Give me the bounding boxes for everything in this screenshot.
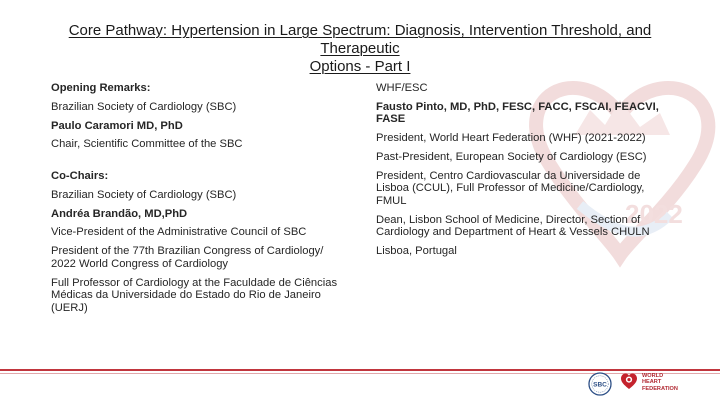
section-spacer <box>51 157 351 170</box>
opening-remarks-organization: Brazilian Society of Cardiology (SBC) <box>51 100 237 113</box>
opening-remarks-speaker-name: Paulo Caramori MD, PhD <box>51 119 183 132</box>
background-year-text: 2022 <box>625 199 683 229</box>
svg-text:SBC: SBC <box>593 381 607 389</box>
whf-wordmark-line-2: HEART <box>642 379 662 386</box>
co-chair-role-1: Vice-President of the Administrative Council of SBC <box>51 226 307 239</box>
right-speaker-role-2: Past-President, European Society of Cardiology (ESC) <box>376 150 647 163</box>
right-speaker-role-1: President, World Heart Federation (WHF) (2021-2022) <box>376 132 646 145</box>
co-chair-name: Andréa Brandão, MD,PhD <box>51 207 188 220</box>
slide-title-line-2: Options - Part I <box>309 58 411 75</box>
world-heart-federation-wordmark <box>642 373 702 392</box>
opening-remarks-speaker-role: Chair, Scientific Committee of the SBC <box>51 138 243 151</box>
footer-divider-line-thin <box>0 373 720 374</box>
whf-wordmark-line-1: WORLD <box>642 373 664 379</box>
co-chairs-organization: Brazilian Society of Cardiology (SBC) <box>51 188 237 201</box>
slide-title <box>30 22 690 76</box>
right-speaker-role-4: Dean, Lisbon School of Medicine, Director, Section of Cardiology and Department of Heart & Vessels CHULN <box>376 213 650 239</box>
co-chair-role-3: Full Professor of Cardiology at the Faculdade de Ciências Médicas da Universidade do Estado do Rio de Janeiro (UERJ) <box>51 276 338 314</box>
whf-wordmark-line-3: FEDERATION <box>642 385 678 392</box>
slide-title-line-1: Core Pathway: Hypertension in Large Spectrum: Diagnosis, Intervention Threshold, and Therapeutic <box>68 22 652 57</box>
left-column <box>51 82 351 321</box>
footer-divider-line <box>0 369 720 371</box>
world-heart-federation-heart-icon <box>620 372 638 392</box>
right-speaker-location: Lisboa, Portugal <box>376 245 457 258</box>
opening-remarks-heading: Opening Remarks: <box>51 82 151 94</box>
right-speaker-name: Fausto Pinto, MD, PhD, FESC, FACC, FSCAI, FEACVI, FASE <box>376 100 659 126</box>
right-speaker-role-3: President, Centro Cardiovascular da Universidade de Lisboa (CCUL), Full Professor of Medicine/Cardiology, FMUL <box>376 169 645 207</box>
right-organization: WHF/ESC <box>376 82 428 94</box>
sbc-logo <box>588 372 612 396</box>
co-chair-role-2: President of the 77th Brazilian Congress of Cardiology/ 2022 World Congress of Cardiology <box>51 245 324 270</box>
co-chairs-heading: Co-Chairs: <box>51 170 109 183</box>
right-column <box>376 82 676 264</box>
